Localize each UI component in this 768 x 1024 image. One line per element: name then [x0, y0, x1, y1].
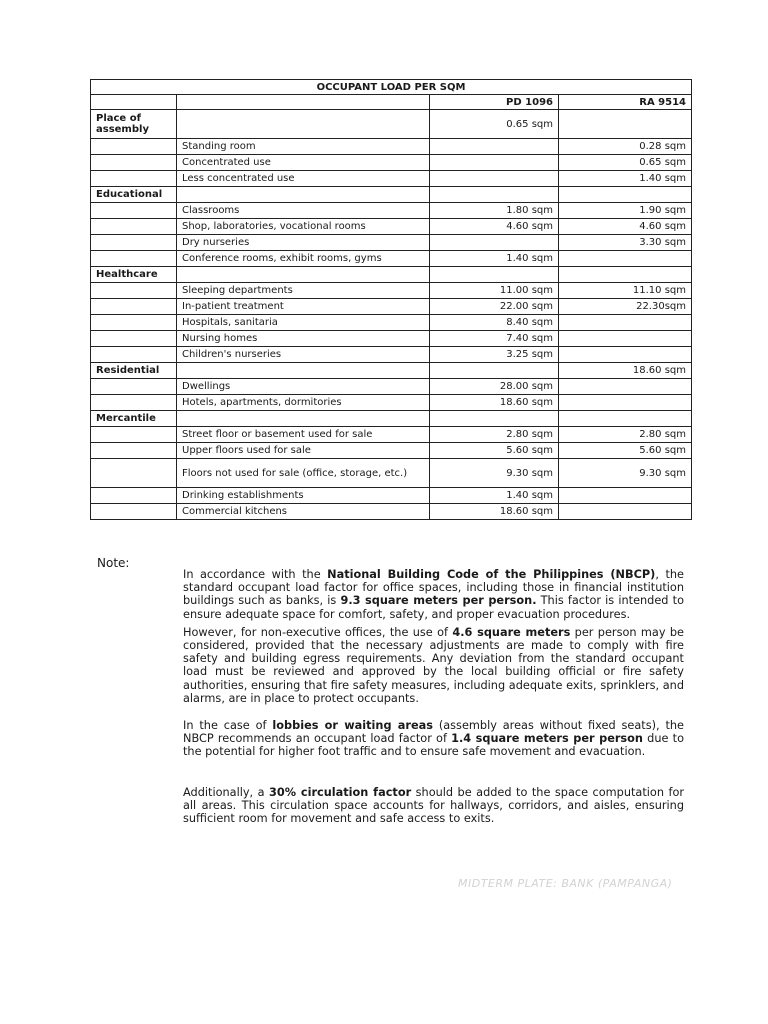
note-bold: 4.6 square meters — [452, 625, 571, 639]
cell-pd1096: 1.40 sqm — [430, 488, 559, 504]
cell-category: Residential — [91, 363, 177, 379]
cell-use — [177, 187, 430, 203]
cell-use: Sleeping departments — [177, 283, 430, 299]
cell-ra9514 — [559, 488, 692, 504]
table-row — [91, 155, 692, 171]
column-header-pd1096: PD 1096 — [430, 95, 559, 110]
cell-pd1096: 9.30 sqm — [430, 459, 559, 488]
note-text: This factor is intended to ensure adequate space for comfort, safety, and proper evacuation procedures. — [183, 594, 684, 621]
cell-ra9514: 1.90 sqm — [559, 203, 692, 219]
cell-category — [91, 347, 177, 363]
cell-pd1096: 0.65 sqm — [430, 110, 559, 139]
cell-ra9514 — [559, 379, 692, 395]
cell-ra9514: 0.65 sqm — [559, 155, 692, 171]
table-row — [91, 267, 692, 283]
cell-ra9514 — [559, 331, 692, 347]
cell-ra9514 — [559, 315, 692, 331]
table-header-row — [91, 95, 692, 110]
table-row — [91, 219, 692, 235]
note-paragraph-4 — [183, 786, 684, 826]
note-label: Note: — [97, 556, 130, 570]
note-text: (assembly areas without fixed seats), the NBCP recommends an occupant load factor of — [183, 719, 684, 746]
cell-use — [177, 110, 430, 139]
note-text: Additionally, a — [183, 785, 270, 799]
table-row — [91, 187, 692, 203]
table-row — [91, 395, 692, 411]
table-row — [91, 139, 692, 155]
cell-ra9514 — [559, 504, 692, 520]
cell-pd1096 — [430, 187, 559, 203]
note-bold: 9.3 square meters per person. — [340, 594, 537, 608]
cell-use: Conference rooms, exhibit rooms, gyms — [177, 251, 430, 267]
cell-use: Concentrated use — [177, 155, 430, 171]
cell-ra9514: 18.60 sqm — [559, 363, 692, 379]
note-text: due to the potential for higher foot traffic and to ensure safe movement and evacuation. — [183, 732, 684, 759]
table-row — [91, 347, 692, 363]
cell-category — [91, 395, 177, 411]
cell-use: Children's nurseries — [177, 347, 430, 363]
cell-pd1096: 5.60 sqm — [430, 443, 559, 459]
cell-pd1096: 3.25 sqm — [430, 347, 559, 363]
cell-pd1096: 2.80 sqm — [430, 427, 559, 443]
table-row — [91, 110, 692, 139]
cell-category — [91, 443, 177, 459]
table-row — [91, 411, 692, 427]
cell-category — [91, 427, 177, 443]
cell-use: Classrooms — [177, 203, 430, 219]
cell-use — [177, 267, 430, 283]
cell-use: Drinking establishments — [177, 488, 430, 504]
cell-category — [91, 171, 177, 187]
cell-pd1096: 4.60 sqm — [430, 219, 559, 235]
table-row — [91, 427, 692, 443]
note-text: should be added to the space computation for all areas. This circulation space accounts for hallways, corridors, and aisles, ensuring sufficient room for movement and safe access to exits. — [183, 785, 684, 826]
cell-use: In-patient treatment — [177, 299, 430, 315]
cell-pd1096: 18.60 sqm — [430, 395, 559, 411]
cell-ra9514 — [559, 187, 692, 203]
table-row — [91, 299, 692, 315]
table-row — [91, 315, 692, 331]
cell-ra9514: 22.30sqm — [559, 299, 692, 315]
cell-use: Floors not used for sale (office, storage, etc.) — [177, 459, 430, 488]
note-text: However, for non-executive offices, the use of — [183, 625, 453, 639]
cell-pd1096: 1.80 sqm — [430, 203, 559, 219]
cell-pd1096 — [430, 235, 559, 251]
table-row — [91, 504, 692, 520]
note-text: per person may be considered, provided that the necessary adjustments are made to comply with fire safety and building egress requirements. Any deviation from the standard occupant load must be reviewed and approved by the local building official or fire safety authorities, ensuring that fire safety measures, including adequate exits, sprinklers, and alarms, are in place to protect occupants. — [183, 625, 684, 705]
cell-ra9514 — [559, 110, 692, 139]
note-text: In the case of — [183, 719, 273, 733]
note-bold: 30% circulation factor — [269, 785, 412, 799]
cell-pd1096 — [430, 155, 559, 171]
cell-ra9514: 0.28 sqm — [559, 139, 692, 155]
cell-category: Healthcare — [91, 267, 177, 283]
table-title: OCCUPANT LOAD PER SQM — [91, 80, 692, 95]
note-paragraph-1 — [183, 568, 684, 621]
note-bold: lobbies or waiting areas — [272, 719, 433, 733]
cell-category — [91, 219, 177, 235]
cell-pd1096 — [430, 411, 559, 427]
column-header-use — [177, 95, 430, 110]
cell-category — [91, 504, 177, 520]
note-text: In accordance with the — [183, 568, 328, 581]
cell-pd1096 — [430, 171, 559, 187]
cell-use: Standing room — [177, 139, 430, 155]
note-bold: National Building Code of the Philippines (NBCP) — [327, 568, 656, 581]
cell-use: Hotels, apartments, dormitories — [177, 395, 430, 411]
note-paragraph-2 — [183, 626, 684, 705]
cell-use: Street floor or basement used for sale — [177, 427, 430, 443]
table-row — [91, 235, 692, 251]
notes-body — [183, 568, 684, 825]
footer-watermark: MIDTERM PLATE: BANK (PAMPANGA) — [458, 877, 673, 890]
table-row — [91, 443, 692, 459]
cell-use — [177, 363, 430, 379]
cell-ra9514 — [559, 267, 692, 283]
cell-pd1096: 18.60 sqm — [430, 504, 559, 520]
cell-category — [91, 155, 177, 171]
cell-category — [91, 379, 177, 395]
note-paragraph-3 — [183, 719, 684, 759]
cell-category — [91, 235, 177, 251]
cell-use: Hospitals, sanitaria — [177, 315, 430, 331]
cell-use — [177, 411, 430, 427]
cell-category: Educational — [91, 187, 177, 203]
table-title-row — [91, 80, 692, 95]
cell-pd1096: 8.40 sqm — [430, 315, 559, 331]
cell-category — [91, 139, 177, 155]
occupant-load-table — [90, 79, 692, 520]
cell-ra9514 — [559, 411, 692, 427]
column-header-category — [91, 95, 177, 110]
cell-use: Dry nurseries — [177, 235, 430, 251]
table-row — [91, 203, 692, 219]
table-row — [91, 488, 692, 504]
table-row — [91, 379, 692, 395]
cell-category — [91, 283, 177, 299]
cell-category: Place of assembly — [91, 110, 177, 139]
cell-ra9514: 5.60 sqm — [559, 443, 692, 459]
cell-use: Dwellings — [177, 379, 430, 395]
cell-category: Mercantile — [91, 411, 177, 427]
cell-pd1096 — [430, 139, 559, 155]
cell-ra9514: 4.60 sqm — [559, 219, 692, 235]
cell-pd1096: 1.40 sqm — [430, 251, 559, 267]
cell-use: Shop, laboratories, vocational rooms — [177, 219, 430, 235]
column-header-ra9514: RA 9514 — [559, 95, 692, 110]
cell-ra9514: 2.80 sqm — [559, 427, 692, 443]
cell-category — [91, 488, 177, 504]
table-row — [91, 459, 692, 488]
cell-pd1096: 22.00 sqm — [430, 299, 559, 315]
table-row — [91, 171, 692, 187]
cell-category — [91, 315, 177, 331]
cell-category — [91, 331, 177, 347]
table-row — [91, 331, 692, 347]
table-row — [91, 251, 692, 267]
cell-pd1096: 11.00 sqm — [430, 283, 559, 299]
cell-category — [91, 203, 177, 219]
cell-ra9514: 3.30 sqm — [559, 235, 692, 251]
note-bold: 1.4 square meters per person — [451, 732, 643, 746]
cell-ra9514 — [559, 251, 692, 267]
cell-category — [91, 459, 177, 488]
cell-ra9514 — [559, 347, 692, 363]
note-text: , the standard occupant load factor for office spaces, including those in financial institution buildings such as banks, is — [183, 568, 684, 608]
cell-ra9514: 9.30 sqm — [559, 459, 692, 488]
table-row — [91, 283, 692, 299]
cell-ra9514: 1.40 sqm — [559, 171, 692, 187]
cell-use: Nursing homes — [177, 331, 430, 347]
cell-pd1096: 28.00 sqm — [430, 379, 559, 395]
cell-use: Commercial kitchens — [177, 504, 430, 520]
cell-use: Less concentrated use — [177, 171, 430, 187]
table-row — [91, 363, 692, 379]
cell-category — [91, 251, 177, 267]
cell-ra9514: 11.10 sqm — [559, 283, 692, 299]
cell-use: Upper floors used for sale — [177, 443, 430, 459]
cell-category — [91, 299, 177, 315]
cell-pd1096 — [430, 267, 559, 283]
cell-pd1096 — [430, 363, 559, 379]
cell-pd1096: 7.40 sqm — [430, 331, 559, 347]
cell-ra9514 — [559, 395, 692, 411]
